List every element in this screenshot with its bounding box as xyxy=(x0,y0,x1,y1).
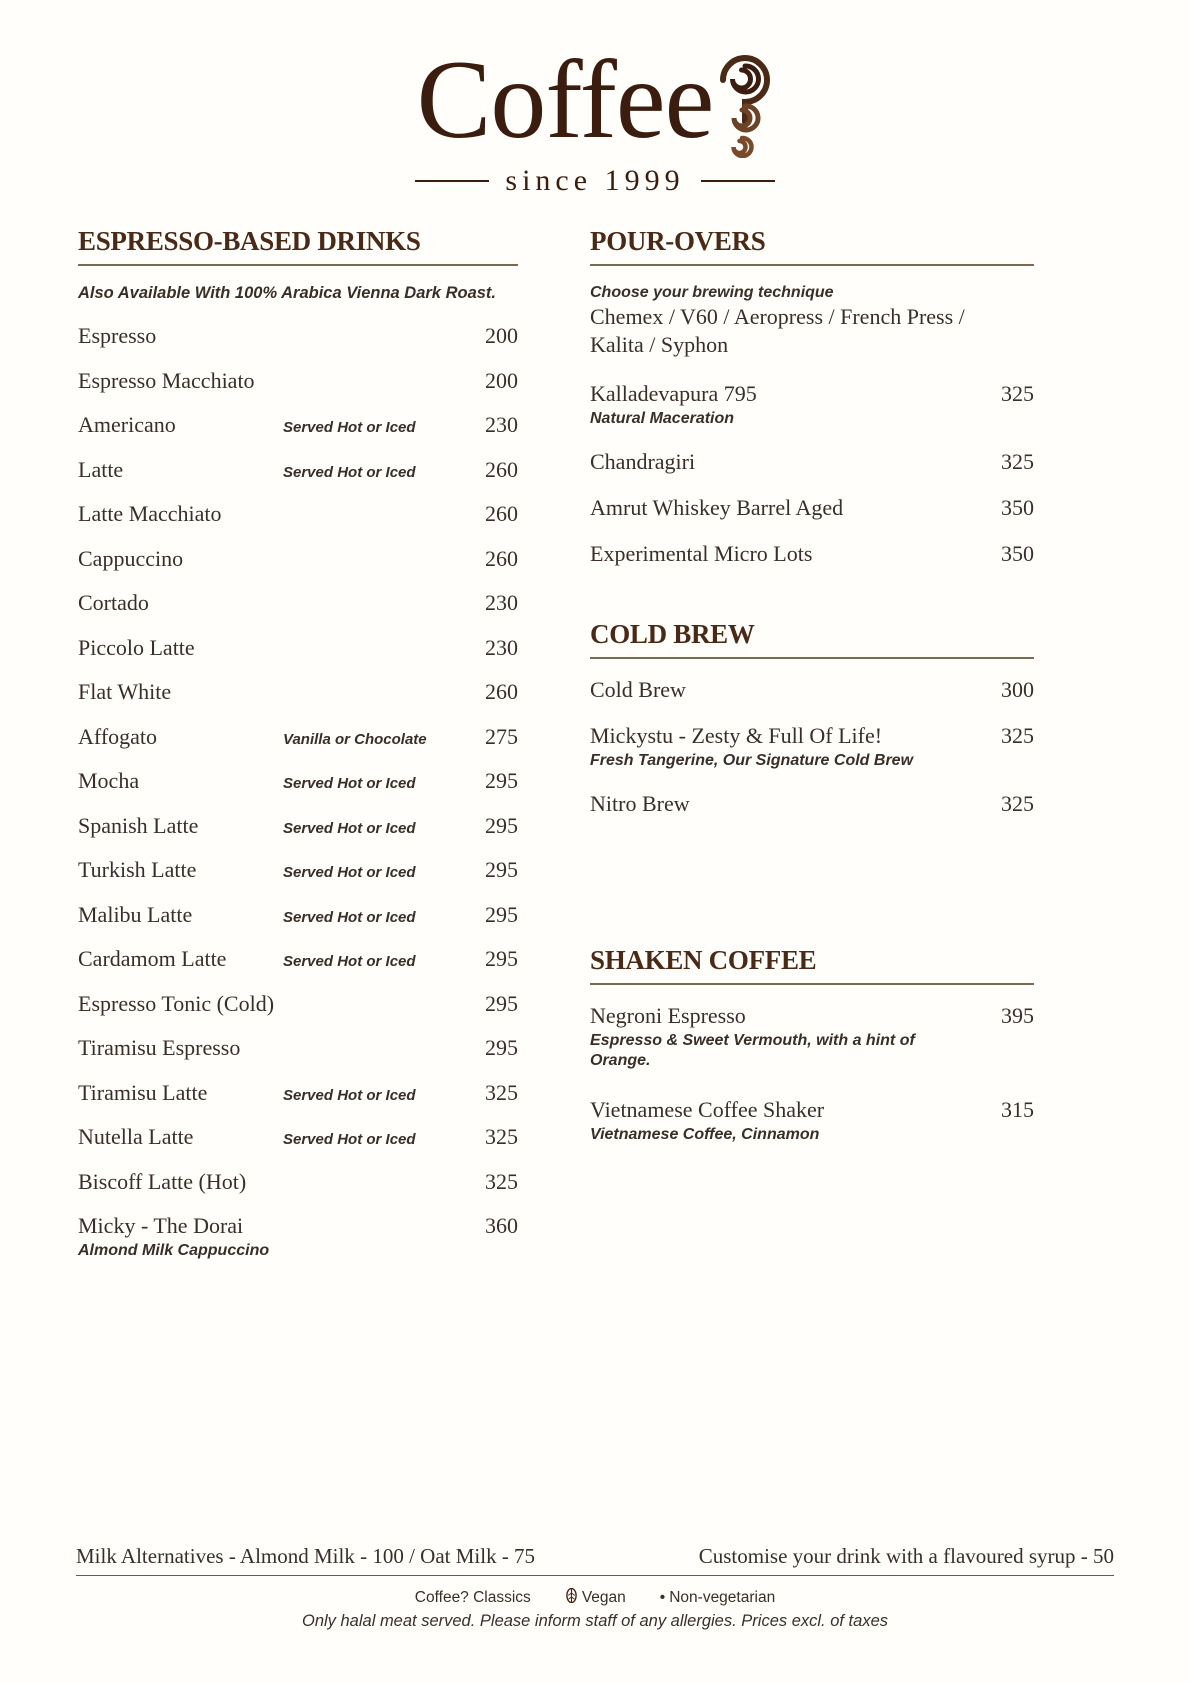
menu-item[interactable] xyxy=(78,813,518,839)
menu-item[interactable] xyxy=(78,1035,518,1061)
item-desc: Served Hot or Iced xyxy=(283,908,416,926)
item-price: 295 xyxy=(485,901,518,927)
item-name: Latte xyxy=(78,456,124,482)
item-price: 295 xyxy=(485,946,518,971)
item-name: Americano xyxy=(78,412,176,437)
legend-classics-label: Coffee? Classics xyxy=(414,1589,531,1606)
item-name: Tiramisu Latte xyxy=(78,1079,208,1105)
item-price: 230 xyxy=(485,412,518,437)
menu-item[interactable] xyxy=(78,412,518,438)
item-top-row xyxy=(590,1003,1034,1029)
menu-item[interactable] xyxy=(78,635,518,661)
menu-item[interactable] xyxy=(590,541,1034,567)
item-name: Cardamom Latte xyxy=(78,946,227,971)
item-name: Nitro Brew xyxy=(590,791,690,817)
item-desc: Served Hot or Iced xyxy=(283,1086,416,1104)
item-price: 325 xyxy=(1001,449,1034,475)
menu-item[interactable] xyxy=(78,902,518,928)
item-price: 230 xyxy=(485,590,518,615)
item-price: 360 xyxy=(485,1213,518,1238)
menu-item[interactable] xyxy=(78,323,518,349)
item-name: Mocha xyxy=(78,768,140,793)
item-desc: Served Hot or Iced xyxy=(283,953,416,970)
item-subtext: Almond Milk Cappuccino xyxy=(78,1242,270,1259)
since-rule-left xyxy=(415,180,489,182)
item-subtext: Espresso & Sweet Vermouth, with a hint of Orange. xyxy=(590,1032,915,1070)
brewing-technique-note: Choose your brewing technique xyxy=(590,284,834,301)
item-desc: Served Hot or Iced xyxy=(283,463,416,481)
item-name: Espresso Tonic (Cold) xyxy=(78,990,275,1016)
item-price: 295 xyxy=(485,1035,518,1060)
item-desc: Served Hot or Iced xyxy=(283,864,416,881)
item-name: Nutella Latte xyxy=(78,1124,194,1149)
item-name: Kalladevapura 795 xyxy=(590,381,757,407)
item-subtext: Vietnamese Coffee, Cinnamon xyxy=(590,1126,820,1144)
legend-vegan xyxy=(565,1588,626,1608)
item-top-row xyxy=(590,791,1034,817)
leaf-icon xyxy=(565,1588,578,1608)
item-name: Cappuccino xyxy=(78,545,184,571)
brand-wordmark: Coffee xyxy=(416,38,714,162)
item-price: 350 xyxy=(1001,541,1034,567)
menu-item[interactable] xyxy=(590,1097,1034,1145)
menu-item[interactable] xyxy=(78,768,518,794)
menu-item[interactable] xyxy=(78,546,518,572)
item-price: 325 xyxy=(1001,791,1034,817)
item-name: Negroni Espresso xyxy=(590,1003,746,1029)
item-name: Espresso Macchiato xyxy=(78,367,255,393)
item-price: 300 xyxy=(1001,677,1034,703)
disclaimer-text: Only halal meat served. Please inform staff of any allergies. Prices excl. of taxes xyxy=(301,1612,888,1630)
spiral-question-mark-icon xyxy=(715,46,773,158)
since-line xyxy=(0,164,1190,198)
item-name: Spanish Latte xyxy=(78,812,199,838)
menu-item[interactable] xyxy=(78,590,518,616)
item-price: 200 xyxy=(485,323,518,348)
item-name: Tiramisu Espresso xyxy=(78,1035,241,1060)
item-name: Turkish Latte xyxy=(78,857,197,882)
milk-alternatives-line xyxy=(76,1544,1114,1576)
menu-item[interactable] xyxy=(78,1124,518,1150)
menu-item[interactable] xyxy=(590,381,1034,429)
item-name: Cortado xyxy=(78,590,149,615)
menu-item[interactable] xyxy=(590,723,1034,771)
menu-item[interactable] xyxy=(590,495,1034,521)
menu-item[interactable] xyxy=(78,1169,518,1195)
section-title-shaken-coffee: SHAKEN COFFEE xyxy=(590,945,1034,985)
menu-item[interactable] xyxy=(78,1213,518,1261)
menu-item[interactable] xyxy=(78,457,518,483)
item-name: Cold Brew xyxy=(590,677,686,703)
item-price: 295 xyxy=(485,812,518,838)
brewing-methods xyxy=(590,303,1034,359)
item-top-row xyxy=(590,381,1034,407)
legend-vegan-label: Vegan xyxy=(581,1589,626,1606)
menu-item[interactable] xyxy=(78,1080,518,1106)
menu-item[interactable] xyxy=(78,679,518,705)
item-price: 325 xyxy=(485,1124,518,1149)
brewing-methods-line-1: Chemex / V60 / Aeropress / French Press / xyxy=(590,304,965,329)
item-top-row xyxy=(590,541,1034,567)
item-name: Flat White xyxy=(78,679,172,704)
brewing-methods-line-2: Kalita / Syphon xyxy=(590,332,729,358)
menu-item[interactable] xyxy=(78,857,518,883)
menu-item[interactable] xyxy=(78,368,518,394)
item-name: Affogato xyxy=(78,723,158,749)
item-top-row xyxy=(590,495,1034,521)
item-price: 295 xyxy=(485,990,518,1016)
item-price: 350 xyxy=(1001,495,1034,521)
menu-item[interactable] xyxy=(590,791,1034,817)
menu-item[interactable] xyxy=(78,946,518,972)
menu-item[interactable] xyxy=(590,677,1034,703)
item-top-row xyxy=(78,1213,518,1239)
item-name: Vietnamese Coffee Shaker xyxy=(590,1097,825,1123)
item-price: 260 xyxy=(485,545,518,571)
column-left xyxy=(78,226,518,1281)
legend-classics xyxy=(415,1589,531,1607)
section-title-pour-overs: POUR-OVERS xyxy=(590,226,1034,266)
column-right xyxy=(590,226,1034,1281)
item-price: 260 xyxy=(485,456,518,482)
item-desc: Served Hot or Iced xyxy=(283,819,416,837)
legend-row xyxy=(0,1588,1190,1608)
item-price: 295 xyxy=(485,768,518,793)
menu-item[interactable] xyxy=(590,1003,1034,1071)
item-price: 325 xyxy=(1001,381,1034,407)
item-name: Latte Macchiato xyxy=(78,501,222,526)
item-name: Piccolo Latte xyxy=(78,634,195,660)
item-top-row xyxy=(590,677,1034,703)
item-price: 315 xyxy=(1001,1097,1034,1123)
item-price: 260 xyxy=(485,679,518,704)
espresso-note: Also Available With 100% Arabica Vienna Dark Roast. xyxy=(78,284,496,302)
item-price: 325 xyxy=(485,1168,518,1194)
menu-item[interactable] xyxy=(78,724,518,750)
item-subtext: Fresh Tangerine, Our Signature Cold Brew xyxy=(590,752,914,770)
item-price: 325 xyxy=(485,1079,518,1105)
since-text: since 1999 xyxy=(505,164,685,197)
menu-columns xyxy=(0,198,1190,1281)
item-subtext: Natural Maceration xyxy=(590,410,735,428)
legend-non-vegetarian xyxy=(660,1589,775,1607)
item-price: 275 xyxy=(485,723,518,749)
section-title-espresso: ESPRESSO-BASED DRINKS xyxy=(78,226,518,266)
item-name: Mickystu - Zesty & Full Of Life! xyxy=(590,723,883,749)
item-name: Amrut Whiskey Barrel Aged xyxy=(590,495,844,521)
menu-footer xyxy=(0,1544,1190,1631)
item-price: 395 xyxy=(1001,1003,1034,1029)
item-desc: Vanilla or Chocolate xyxy=(283,730,427,748)
menu-item[interactable] xyxy=(590,449,1034,475)
item-name: Malibu Latte xyxy=(78,901,193,927)
item-name: Chandragiri xyxy=(590,449,696,475)
legend-non-vegetarian-label: Non-vegetarian xyxy=(669,1589,776,1606)
item-top-row xyxy=(590,1097,1034,1123)
item-top-row xyxy=(590,449,1034,475)
item-price: 230 xyxy=(485,634,518,660)
dot-icon: • xyxy=(659,1589,666,1606)
menu-item[interactable] xyxy=(78,991,518,1017)
menu-item[interactable] xyxy=(78,501,518,527)
syrup-customise-text: Customise your drink with a flavoured syrup - 50 xyxy=(698,1544,1114,1568)
logo-row xyxy=(416,38,774,162)
item-desc: Served Hot or Iced xyxy=(283,419,416,436)
since-rule-right xyxy=(701,180,775,182)
item-name: Micky - The Dorai xyxy=(78,1213,244,1238)
item-top-row xyxy=(590,723,1034,749)
item-desc: Served Hot or Iced xyxy=(283,1131,416,1148)
espresso-items-list xyxy=(78,323,518,1261)
item-name: Espresso xyxy=(78,323,157,348)
item-name: Biscoff Latte (Hot) xyxy=(78,1168,247,1194)
section-title-cold-brew: COLD BREW xyxy=(590,619,1034,659)
item-desc: Served Hot or Iced xyxy=(283,775,416,792)
item-price: 260 xyxy=(485,501,518,526)
item-price: 295 xyxy=(485,857,518,882)
item-price: 200 xyxy=(485,367,518,393)
item-name: Experimental Micro Lots xyxy=(590,541,813,567)
brand-logo xyxy=(0,0,1190,198)
item-price: 325 xyxy=(1001,723,1034,749)
milk-alternatives-text: Milk Alternatives - Almond Milk - 100 / Oat Milk - 75 xyxy=(76,1544,536,1568)
